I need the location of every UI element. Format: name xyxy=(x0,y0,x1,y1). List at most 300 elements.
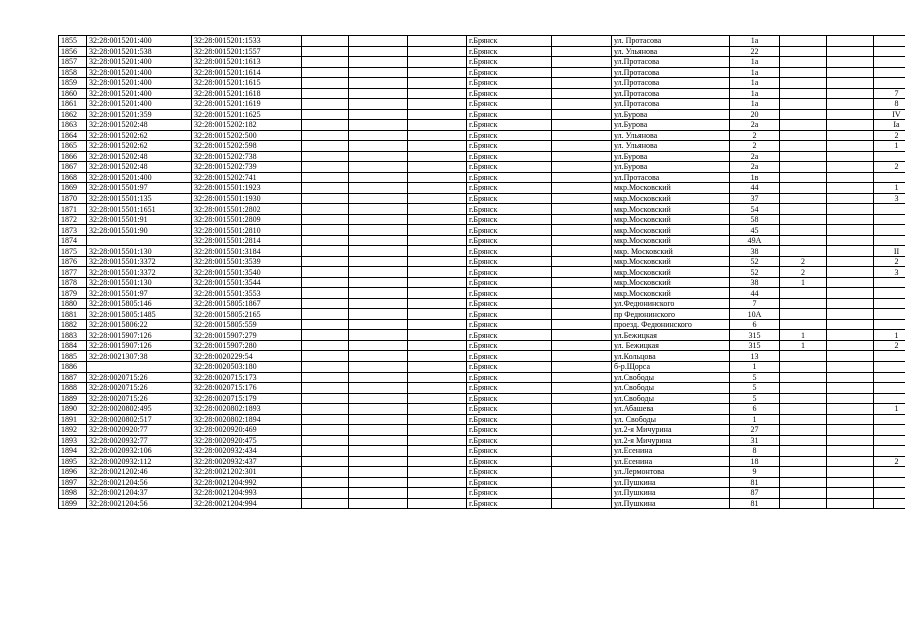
house-number: 87 xyxy=(730,488,780,499)
row-number: 1867 xyxy=(59,162,87,173)
quarter-number: 32:28:0015201:400 xyxy=(87,99,192,110)
house-number: 44 xyxy=(730,183,780,194)
building-cell xyxy=(780,46,827,57)
empty-cell xyxy=(349,193,408,204)
empty-cell xyxy=(552,88,612,99)
apartment-cell xyxy=(874,435,905,446)
apartment-cell xyxy=(874,361,905,372)
row-number: 1884 xyxy=(59,340,87,351)
building-cell xyxy=(780,172,827,183)
apartment-cell xyxy=(874,46,905,57)
street-cell: ул.Абашева xyxy=(612,404,730,415)
city-cell: г.Брянск xyxy=(467,78,552,89)
table-row xyxy=(59,246,905,257)
empty-cell xyxy=(349,246,408,257)
table-row xyxy=(59,404,905,415)
quarter-number: 32:28:0020802:517 xyxy=(87,414,192,425)
street-cell: мкр.Московский xyxy=(612,277,730,288)
empty-cell xyxy=(408,404,467,415)
empty-cell xyxy=(827,477,874,488)
empty-cell xyxy=(302,498,349,509)
empty-cell xyxy=(408,130,467,141)
empty-cell xyxy=(349,256,408,267)
empty-cell xyxy=(302,246,349,257)
empty-cell xyxy=(302,193,349,204)
empty-cell xyxy=(349,99,408,110)
apartment-cell xyxy=(874,235,905,246)
quarter-number: 32:28:0020802:495 xyxy=(87,404,192,415)
cadastral-number: 32:28:0020229:54 xyxy=(192,351,302,362)
quarter-number: 32:28:0015201:400 xyxy=(87,67,192,78)
empty-cell xyxy=(552,477,612,488)
house-number: 315 xyxy=(730,330,780,341)
street-cell: ул.Протасова xyxy=(612,67,730,78)
empty-cell xyxy=(349,435,408,446)
empty-cell xyxy=(349,456,408,467)
city-cell: г.Брянск xyxy=(467,467,552,478)
empty-cell xyxy=(827,340,874,351)
empty-cell xyxy=(349,109,408,120)
table-row xyxy=(59,130,905,141)
house-number: 1 xyxy=(730,414,780,425)
empty-cell xyxy=(827,414,874,425)
empty-cell xyxy=(552,309,612,320)
quarter-number: 32:28:0015907:126 xyxy=(87,330,192,341)
empty-cell xyxy=(408,477,467,488)
quarter-number: 32:28:0015202:62 xyxy=(87,130,192,141)
empty-cell xyxy=(302,46,349,57)
empty-cell xyxy=(302,340,349,351)
city-cell: г.Брянск xyxy=(467,330,552,341)
street-cell: проезд. Федюнинского xyxy=(612,319,730,330)
empty-cell xyxy=(408,488,467,499)
empty-cell xyxy=(408,288,467,299)
empty-cell xyxy=(302,151,349,162)
apartment-cell xyxy=(874,477,905,488)
quarter-number: 32:28:0021204:37 xyxy=(87,488,192,499)
empty-cell xyxy=(408,99,467,110)
city-cell: г.Брянск xyxy=(467,340,552,351)
empty-cell xyxy=(302,109,349,120)
cadastral-number: 32:28:0021204:992 xyxy=(192,477,302,488)
empty-cell xyxy=(552,351,612,362)
city-cell: г.Брянск xyxy=(467,477,552,488)
cadastral-number: 32:28:0015501:3539 xyxy=(192,256,302,267)
empty-cell xyxy=(302,120,349,131)
empty-cell xyxy=(827,319,874,330)
street-cell: ул.Бурова xyxy=(612,109,730,120)
row-number: 1895 xyxy=(59,456,87,467)
row-number: 1855 xyxy=(59,36,87,47)
row-number: 1883 xyxy=(59,330,87,341)
empty-cell xyxy=(408,361,467,372)
city-cell: г.Брянск xyxy=(467,288,552,299)
row-number: 1860 xyxy=(59,88,87,99)
quarter-number: 32:28:0020932:112 xyxy=(87,456,192,467)
empty-cell xyxy=(302,88,349,99)
empty-cell xyxy=(552,414,612,425)
apartment-cell: 2 xyxy=(874,162,905,173)
empty-cell xyxy=(349,498,408,509)
building-cell: 1 xyxy=(780,340,827,351)
cadastral-number: 32:28:0015501:1930 xyxy=(192,193,302,204)
quarter-number: 32:28:0015501:91 xyxy=(87,214,192,225)
empty-cell xyxy=(552,193,612,204)
cadastral-number: 32:28:0015202:182 xyxy=(192,120,302,131)
house-number: 5 xyxy=(730,372,780,383)
empty-cell xyxy=(552,372,612,383)
cadastral-number: 32:28:0015501:2814 xyxy=(192,235,302,246)
city-cell: г.Брянск xyxy=(467,36,552,47)
cadastral-number: 32:28:0015202:738 xyxy=(192,151,302,162)
apartment-cell xyxy=(874,351,905,362)
empty-cell xyxy=(302,183,349,194)
empty-cell xyxy=(827,456,874,467)
table-row xyxy=(59,88,905,99)
table-row xyxy=(59,298,905,309)
table-row xyxy=(59,151,905,162)
building-cell xyxy=(780,477,827,488)
apartment-cell xyxy=(874,78,905,89)
empty-cell xyxy=(827,246,874,257)
empty-cell xyxy=(408,372,467,383)
city-cell: г.Брянск xyxy=(467,372,552,383)
building-cell xyxy=(780,361,827,372)
apartment-cell: 1 xyxy=(874,141,905,152)
house-number: 2а xyxy=(730,162,780,173)
empty-cell xyxy=(552,246,612,257)
house-number: 1а xyxy=(730,67,780,78)
table-row xyxy=(59,172,905,183)
street-cell: ул.Пушкина xyxy=(612,488,730,499)
cadastral-number: 32:28:0020715:176 xyxy=(192,383,302,394)
table-row xyxy=(59,120,905,131)
cadastral-number: 32:28:0015907:280 xyxy=(192,340,302,351)
table-row xyxy=(59,277,905,288)
empty-cell xyxy=(349,383,408,394)
quarter-number: 32:28:0020715:26 xyxy=(87,393,192,404)
empty-cell xyxy=(408,383,467,394)
empty-cell xyxy=(827,151,874,162)
building-cell xyxy=(780,88,827,99)
empty-cell xyxy=(552,361,612,372)
cadastral-number: 32:28:0020715:179 xyxy=(192,393,302,404)
building-cell xyxy=(780,141,827,152)
row-number: 1888 xyxy=(59,383,87,394)
empty-cell xyxy=(349,298,408,309)
quarter-number xyxy=(87,361,192,372)
house-number: 1а xyxy=(730,57,780,68)
empty-cell xyxy=(302,351,349,362)
house-number: 38 xyxy=(730,246,780,257)
street-cell: ул.Есенина xyxy=(612,446,730,457)
cadastral-number: 32:28:0020802:1894 xyxy=(192,414,302,425)
house-number: 10А xyxy=(730,309,780,320)
empty-cell xyxy=(827,298,874,309)
street-cell: мкр.Московский xyxy=(612,193,730,204)
quarter-number: 32:28:0015201:400 xyxy=(87,57,192,68)
table-row xyxy=(59,141,905,152)
apartment-cell xyxy=(874,67,905,78)
empty-cell xyxy=(408,340,467,351)
quarter-number: 32:28:0015501:135 xyxy=(87,193,192,204)
city-cell: г.Брянск xyxy=(467,99,552,110)
cadastral-number: 32:28:0015201:1557 xyxy=(192,46,302,57)
empty-cell xyxy=(827,393,874,404)
empty-cell xyxy=(827,130,874,141)
row-number: 1899 xyxy=(59,498,87,509)
empty-cell xyxy=(302,330,349,341)
street-cell: ул.2-я Мичурина xyxy=(612,425,730,436)
empty-cell xyxy=(408,88,467,99)
row-number: 1875 xyxy=(59,246,87,257)
empty-cell xyxy=(302,298,349,309)
house-number: 2 xyxy=(730,130,780,141)
empty-cell xyxy=(349,309,408,320)
house-number: 52 xyxy=(730,256,780,267)
city-cell: г.Брянск xyxy=(467,46,552,57)
empty-cell xyxy=(302,446,349,457)
house-number: 2 xyxy=(730,141,780,152)
building-cell: 2 xyxy=(780,256,827,267)
city-cell: г.Брянск xyxy=(467,57,552,68)
empty-cell xyxy=(349,372,408,383)
quarter-number: 32:28:0015501:3372 xyxy=(87,267,192,278)
empty-cell xyxy=(827,109,874,120)
house-number: 45 xyxy=(730,225,780,236)
city-cell: г.Брянск xyxy=(467,404,552,415)
table-row xyxy=(59,446,905,457)
quarter-number: 32:28:0021202:46 xyxy=(87,467,192,478)
apartment-cell: 2 xyxy=(874,456,905,467)
empty-cell xyxy=(349,235,408,246)
city-cell: г.Брянск xyxy=(467,141,552,152)
empty-cell xyxy=(827,467,874,478)
table-row xyxy=(59,288,905,299)
empty-cell xyxy=(827,309,874,320)
empty-cell xyxy=(302,309,349,320)
apartment-cell: 8 xyxy=(874,99,905,110)
building-cell xyxy=(780,309,827,320)
empty-cell xyxy=(552,99,612,110)
row-number: 1892 xyxy=(59,425,87,436)
empty-cell xyxy=(349,151,408,162)
city-cell: г.Брянск xyxy=(467,120,552,131)
house-number: 58 xyxy=(730,214,780,225)
empty-cell xyxy=(552,183,612,194)
row-number: 1862 xyxy=(59,109,87,120)
empty-cell xyxy=(827,172,874,183)
apartment-cell: 3 xyxy=(874,267,905,278)
street-cell: ул.Протасова xyxy=(612,172,730,183)
row-number: 1865 xyxy=(59,141,87,152)
empty-cell xyxy=(552,330,612,341)
street-cell: мкр.Московский xyxy=(612,214,730,225)
cadastral-number: 32:28:0020932:434 xyxy=(192,446,302,457)
row-number: 1890 xyxy=(59,404,87,415)
street-cell: ул.Протасова xyxy=(612,88,730,99)
empty-cell xyxy=(827,277,874,288)
empty-cell xyxy=(408,57,467,68)
building-cell xyxy=(780,467,827,478)
empty-cell xyxy=(827,88,874,99)
empty-cell xyxy=(349,414,408,425)
cadastral-number: 32:28:0020920:469 xyxy=(192,425,302,436)
quarter-number: 32:28:0015501:130 xyxy=(87,277,192,288)
apartment-cell xyxy=(874,172,905,183)
empty-cell xyxy=(408,141,467,152)
building-cell xyxy=(780,425,827,436)
empty-cell xyxy=(552,57,612,68)
empty-cell xyxy=(408,214,467,225)
street-cell: ул.Пушкина xyxy=(612,498,730,509)
empty-cell xyxy=(302,288,349,299)
street-cell: мкр. Московский xyxy=(612,246,730,257)
empty-cell xyxy=(552,298,612,309)
quarter-number: 32:28:0015501:3372 xyxy=(87,256,192,267)
table-row xyxy=(59,309,905,320)
empty-cell xyxy=(552,204,612,215)
empty-cell xyxy=(408,446,467,457)
empty-cell xyxy=(349,120,408,131)
empty-cell xyxy=(349,267,408,278)
street-cell: ул.Бурова xyxy=(612,162,730,173)
quarter-number: 32:28:0020715:26 xyxy=(87,372,192,383)
empty-cell xyxy=(349,361,408,372)
empty-cell xyxy=(408,120,467,131)
city-cell: г.Брянск xyxy=(467,351,552,362)
row-number: 1868 xyxy=(59,172,87,183)
empty-cell xyxy=(552,488,612,499)
apartment-cell xyxy=(874,467,905,478)
house-number: 13 xyxy=(730,351,780,362)
apartment-cell xyxy=(874,57,905,68)
building-cell xyxy=(780,67,827,78)
building-cell xyxy=(780,393,827,404)
city-cell: г.Брянск xyxy=(467,88,552,99)
empty-cell xyxy=(408,256,467,267)
empty-cell xyxy=(827,361,874,372)
empty-cell xyxy=(552,78,612,89)
empty-cell xyxy=(349,141,408,152)
row-number: 1869 xyxy=(59,183,87,194)
cadastral-number: 32:28:0015501:2810 xyxy=(192,225,302,236)
empty-cell xyxy=(302,435,349,446)
empty-cell xyxy=(827,36,874,47)
house-number: 1в xyxy=(730,172,780,183)
empty-cell xyxy=(552,446,612,457)
row-number: 1879 xyxy=(59,288,87,299)
house-number: 49А xyxy=(730,235,780,246)
building-cell: 2 xyxy=(780,267,827,278)
empty-cell xyxy=(827,141,874,152)
empty-cell xyxy=(302,404,349,415)
building-cell xyxy=(780,498,827,509)
empty-cell xyxy=(408,109,467,120)
table-row xyxy=(59,256,905,267)
apartment-cell xyxy=(874,425,905,436)
empty-cell xyxy=(349,467,408,478)
empty-cell xyxy=(302,477,349,488)
building-cell xyxy=(780,488,827,499)
row-number: 1871 xyxy=(59,204,87,215)
apartment-cell: 2 xyxy=(874,130,905,141)
cadastral-number: 32:28:0021204:994 xyxy=(192,498,302,509)
house-number: 8 xyxy=(730,446,780,457)
table-row xyxy=(59,319,905,330)
empty-cell xyxy=(408,425,467,436)
apartment-cell xyxy=(874,288,905,299)
empty-cell xyxy=(552,151,612,162)
empty-cell xyxy=(827,446,874,457)
table-row xyxy=(59,477,905,488)
empty-cell xyxy=(302,99,349,110)
row-number: 1880 xyxy=(59,298,87,309)
table-row xyxy=(59,204,905,215)
table-row xyxy=(59,393,905,404)
empty-cell xyxy=(408,319,467,330)
building-cell xyxy=(780,246,827,257)
empty-cell xyxy=(827,46,874,57)
empty-cell xyxy=(302,141,349,152)
house-number: 38 xyxy=(730,277,780,288)
house-number: 1 xyxy=(730,361,780,372)
quarter-number: 32:28:0015501:90 xyxy=(87,225,192,236)
row-number: 1863 xyxy=(59,120,87,131)
registry-table xyxy=(58,35,905,509)
table-row xyxy=(59,267,905,278)
table-row xyxy=(59,498,905,509)
table-row xyxy=(59,330,905,341)
cadastral-number: 32:28:0015501:1923 xyxy=(192,183,302,194)
apartment-cell: 1 xyxy=(874,183,905,194)
apartment-cell: 3 xyxy=(874,193,905,204)
building-cell xyxy=(780,36,827,47)
empty-cell xyxy=(349,214,408,225)
empty-cell xyxy=(302,78,349,89)
empty-cell xyxy=(552,425,612,436)
table-row xyxy=(59,57,905,68)
empty-cell xyxy=(552,404,612,415)
street-cell: мкр.Московский xyxy=(612,225,730,236)
empty-cell xyxy=(349,330,408,341)
empty-cell xyxy=(827,162,874,173)
empty-cell xyxy=(552,340,612,351)
quarter-number: 32:28:0021204:56 xyxy=(87,498,192,509)
city-cell: г.Брянск xyxy=(467,498,552,509)
house-number: 9 xyxy=(730,467,780,478)
apartment-cell: 2 xyxy=(874,256,905,267)
empty-cell xyxy=(349,225,408,236)
street-cell: ул. Ульянова xyxy=(612,46,730,57)
building-cell xyxy=(780,404,827,415)
table-row xyxy=(59,235,905,246)
building-cell: 1 xyxy=(780,330,827,341)
street-cell: ул. Ульянова xyxy=(612,130,730,141)
empty-cell xyxy=(552,288,612,299)
empty-cell xyxy=(408,298,467,309)
cadastral-number: 32:28:0021204:993 xyxy=(192,488,302,499)
city-cell: г.Брянск xyxy=(467,193,552,204)
house-number: 20 xyxy=(730,109,780,120)
table-row xyxy=(59,193,905,204)
cadastral-number: 32:28:0015201:1618 xyxy=(192,88,302,99)
cadastral-number: 32:28:0015201:1615 xyxy=(192,78,302,89)
empty-cell xyxy=(827,99,874,110)
street-cell: мкр.Московский xyxy=(612,235,730,246)
cadastral-number: 32:28:0015202:739 xyxy=(192,162,302,173)
empty-cell xyxy=(302,214,349,225)
